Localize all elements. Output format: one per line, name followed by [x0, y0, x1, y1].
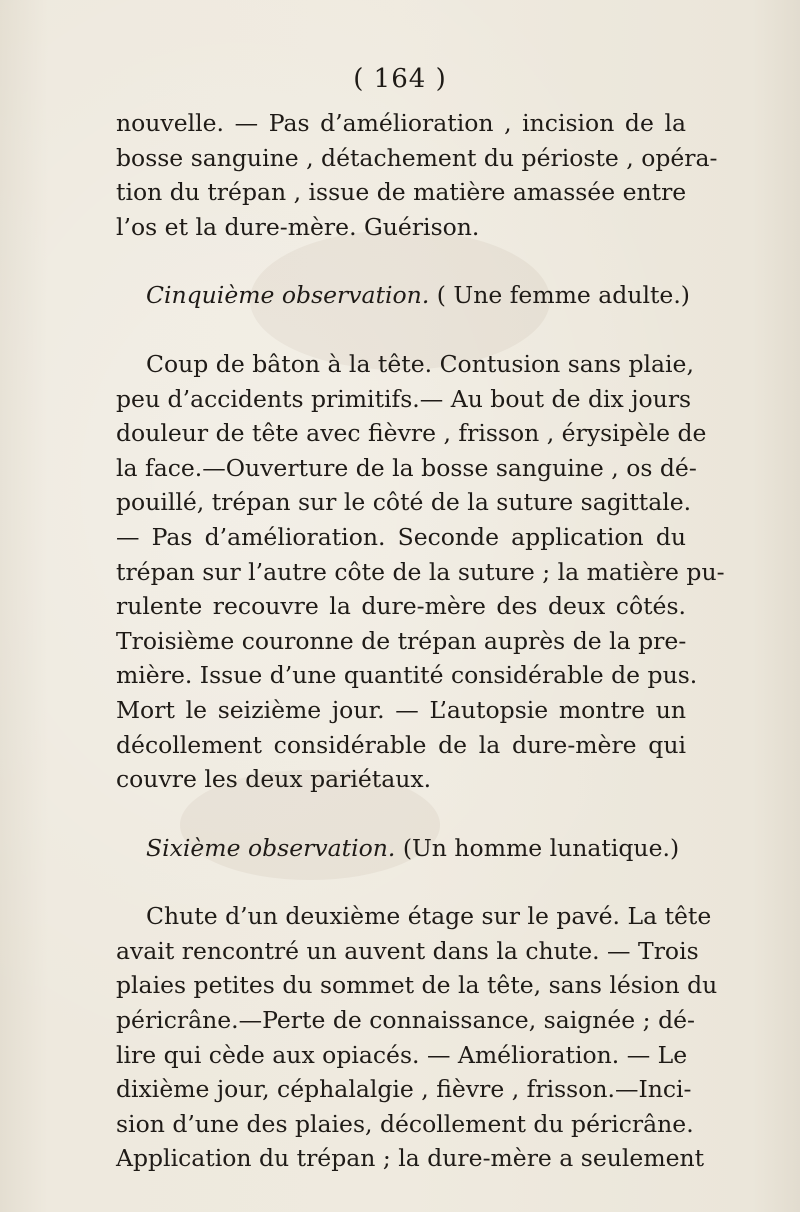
- text-line: couvre les deux pariétaux.: [116, 765, 432, 794]
- paragraph-gap: [116, 797, 686, 831]
- text-line: plaies petites du sommet de la tête, sans lésion du: [116, 971, 718, 1000]
- body-text: [116, 106, 725, 1176]
- text-line: bosse sanguine , détachement du périoste , opéra-: [116, 143, 718, 172]
- page-number: ( 164 ): [353, 64, 447, 94]
- text-line: péricrâne.—Perte de connaissance, saignée ; dé-: [116, 1006, 695, 1035]
- text-line: trépan sur l’autre côte de la suture ; la matière pu-: [116, 557, 725, 586]
- text-line: Troisième couronne de trépan auprès de la pre-: [116, 626, 687, 655]
- observation-title: Sixième observation.: [146, 833, 396, 862]
- text-line: mière. Issue d’une quantité considérable de pus.: [116, 661, 698, 690]
- paragraph-gap: [116, 244, 686, 278]
- text-line: peu d’accidents primitifs.— Au bout de dix jours: [116, 384, 692, 413]
- text-line: la face.—Ouverture de la bosse sanguine , os dé-: [116, 453, 697, 482]
- paragraph-gap: [116, 865, 686, 899]
- text-line: l’os et la dure-mère. Guérison.: [116, 212, 480, 241]
- text-line: nouvelle. — Pas d’amélioration , incision de la: [116, 109, 686, 137]
- text-line: — Pas d’amélioration. Seconde application du: [116, 522, 686, 551]
- text-line: Application du trépan ; la dure-mère a seulement: [116, 1144, 705, 1173]
- section-heading-6: [116, 831, 686, 866]
- text-line: décollement considérable de la dure-mère qui: [116, 730, 686, 759]
- text-line: dixième jour, céphalalgie , fièvre , frisson.—Inci-: [116, 1075, 692, 1104]
- text-line: Mort le seizième jour. — L’autopsie montre un: [116, 695, 686, 724]
- text-line: tion du trépan , issue de matière amassée entre: [116, 178, 687, 207]
- text-line: rulente recouvre la dure-mère des deux côtés.: [116, 592, 686, 621]
- paragraph-gap: [116, 313, 686, 347]
- text-line: Chute d’un deuxième étage sur le pavé. La tête: [146, 902, 712, 931]
- observation-subject: (Un homme lunatique.): [402, 833, 680, 862]
- text-line: avait rencontré un auvent dans la chute. — Trois: [116, 936, 699, 965]
- text-line: Coup de bâton à la tête. Contusion sans plaie,: [146, 349, 694, 378]
- observation-title: Cinquième observation.: [146, 281, 430, 310]
- section-heading-5: [116, 278, 690, 313]
- text-line: lire qui cède aux opiacés. — Amélioration. — Le: [116, 1040, 688, 1069]
- text-line: sion d’une des plaies, décollement du péricrâne.: [116, 1109, 694, 1138]
- observation-subject: ( Une femme adulte.): [436, 281, 690, 310]
- text-line: pouillé, trépan sur le côté de la suture sagittale.: [116, 488, 692, 517]
- text-line: douleur de tête avec fièvre , frisson , érysipèle de: [116, 419, 707, 448]
